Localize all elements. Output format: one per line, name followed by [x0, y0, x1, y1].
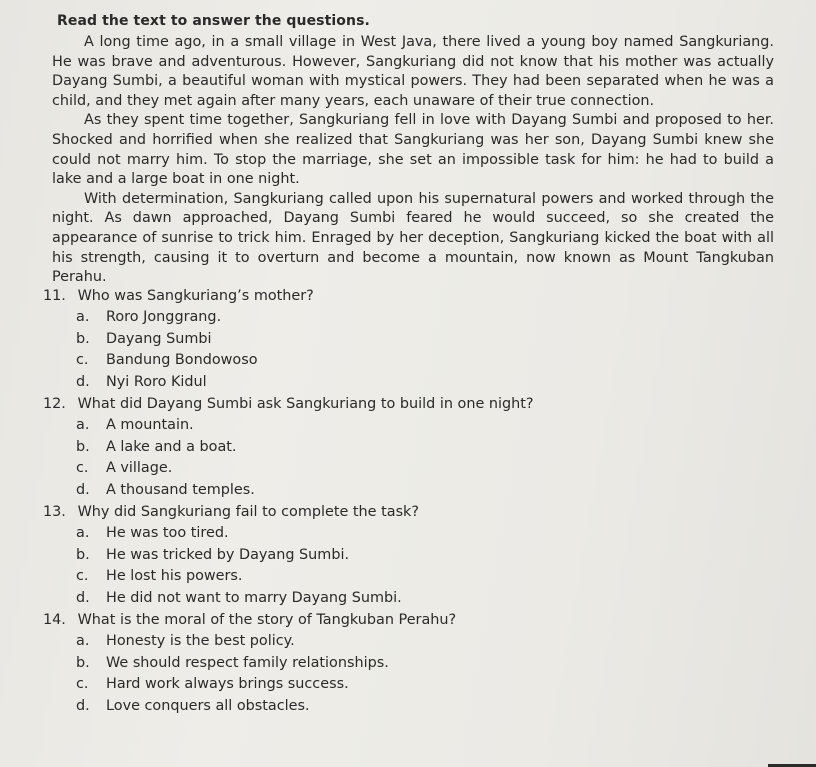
reading-passage: [52, 33, 774, 288]
answer-option-c: c. He lost his powers.: [76, 568, 243, 584]
answer-option-a: a. He was too tired.: [76, 525, 229, 541]
question-list: [43, 285, 743, 717]
answer-option-b: b. We should respect family relationships.: [76, 654, 389, 671]
instruction-heading: Read the text to answer the questions.: [57, 13, 370, 29]
question-text: Why did Sangkuriang fail to complete the task?: [77, 504, 420, 520]
passage-paragraph: With determination, Sangkuriang called upon his supernatural powers and worked through the night. As dawn approached, Dayang Sumbi feared he would succeed, so she created the appearance of sunrise to trick him. Enraged by her deception, Sangkuriang kicked the boat with all his strength, causing it to overturn and become a mountain, now known as Mount Tangkuban Perahu.: [52, 190, 774, 286]
answer-option-d: d. He did not want to marry Dayang Sumbi.: [76, 589, 402, 606]
answer-option-b: b. He was tricked by Dayang Sumbi.: [76, 546, 350, 563]
question-text: What did Dayang Sumbi ask Sangkuriang to build in one night?: [77, 396, 534, 412]
answer-option-a: a. Honesty is the best policy.: [76, 633, 295, 649]
question-number: 14.: [43, 612, 66, 628]
answer-option-b: b. Dayang Sumbi: [76, 330, 212, 347]
question-11: [43, 285, 743, 393]
question-number: 13.: [43, 504, 66, 520]
answer-option-c: c. Hard work always brings success.: [76, 676, 349, 692]
passage-paragraph: A long time ago, in a small village in West Java, there lived a young boy named Sangkuriang. He was brave and adventurous. However, Sangkuriang did not know that his mother was actually Dayang Sumbi, a beautiful woman with mystical powers. They had been separated when he was a child, and they met again after many years, each unaware of their true connection.: [52, 34, 774, 109]
answer-option-d: d. Nyi Roro Kidul: [76, 373, 207, 390]
question-text: Who was Sangkuriang’s mother?: [77, 288, 314, 304]
answer-option-d: d. A thousand temples.: [76, 481, 255, 498]
answer-option-c: c. Bandung Bondowoso: [76, 352, 258, 368]
question-text: What is the moral of the story of Tangkuban Perahu?: [77, 612, 457, 628]
answer-option-b: b. A lake and a boat.: [76, 438, 237, 455]
question-number: 12.: [43, 396, 66, 412]
answer-option-d: d. Love conquers all obstacles.: [76, 697, 310, 714]
answer-option-a: a. Roro Jonggrang.: [76, 309, 222, 325]
answer-option-c: c. A village.: [76, 460, 173, 476]
passage-paragraph: As they spent time together, Sangkuriang fell in love with Dayang Sumbi and proposed to her. Shocked and horrified when she realized that Sangkuriang was her son, Dayang Sumbi knew she could not marry him. To stop the marriage, she set an impossible task for him: he had to build a lake and a large boat in one night.: [52, 112, 774, 188]
question-number: 11.: [43, 288, 66, 304]
question-14: [43, 609, 743, 717]
answer-option-a: a. A mountain.: [76, 417, 194, 433]
question-12: [43, 393, 743, 501]
question-13: [43, 501, 743, 609]
